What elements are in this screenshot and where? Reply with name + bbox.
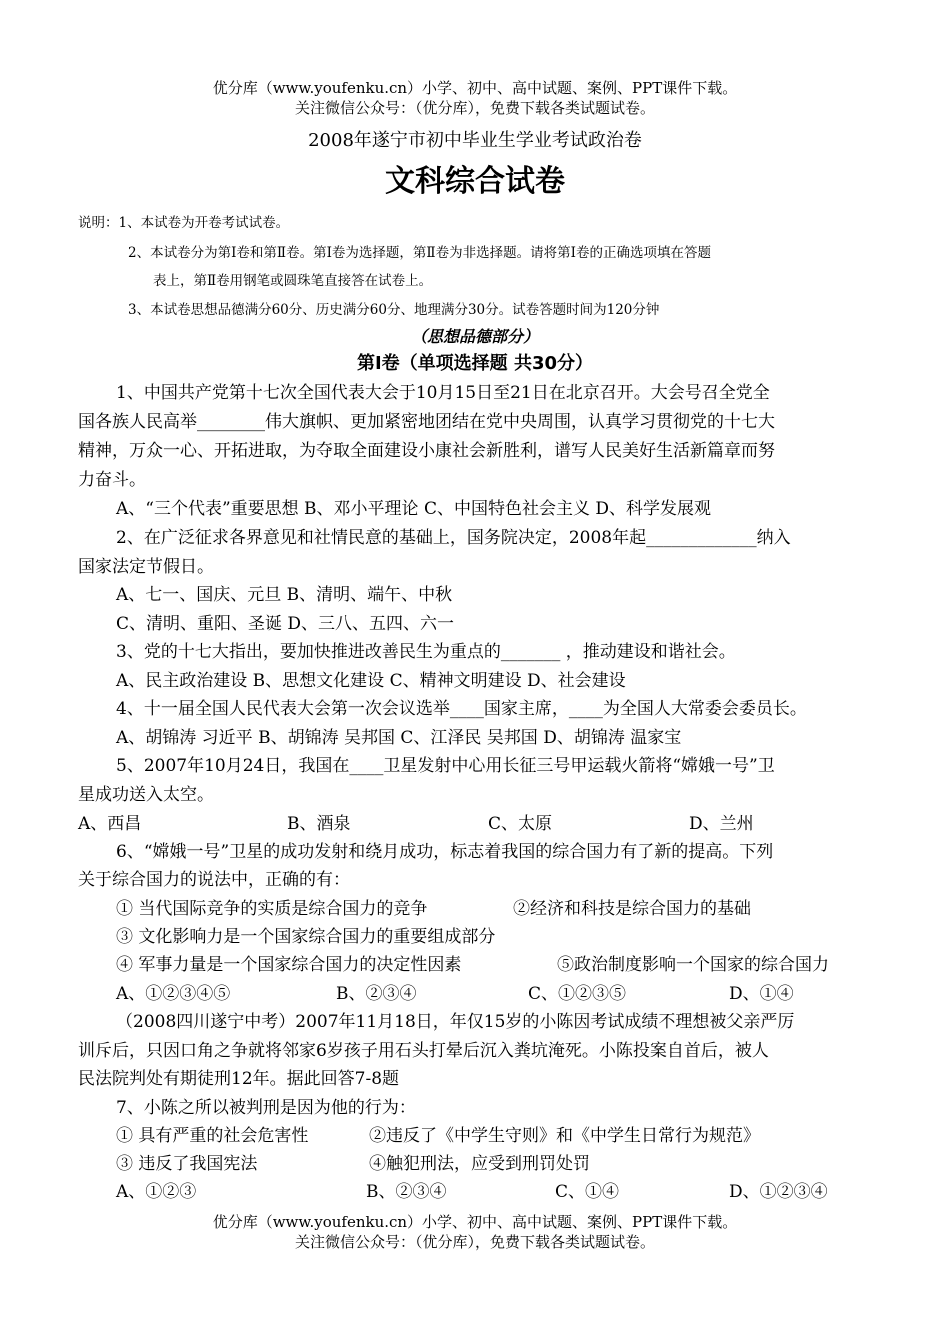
q5-option-c: C、太原 [488,814,553,834]
q6-option-a: A、①②③④⑤ [116,984,231,1004]
q7-statement-3: ③ 违反了我国宪法 [116,1154,258,1174]
section-title: 第Ⅰ卷（单项选择题 共30分） [356,353,593,374]
q7-option-a: A、①②③ [116,1182,197,1202]
q5-option-d: D、兰州 [689,814,754,834]
q2-line-1: 2、在广泛征求各界意见和社情民意的基础上，国务院决定，2008年起_____________纳入 [116,528,791,548]
header-line-1: 优分库（www.youfenku.cn）小学、初中、高中试题、案例、PPT课件下载。 [212,79,738,97]
q7-option-c: C、①④ [555,1182,620,1202]
q1-line-4: 力奋斗。 [78,470,146,490]
q7-statement-1: ① 具有严重的社会危害性 [116,1126,309,1146]
q6-option-b: B、②③④ [336,984,417,1004]
q5-line-1: 5、2007年10月24日，我国在____卫星发射中心用长征三号甲运载火箭将“嫦娥一号”卫 [116,756,775,776]
q6-option-d: D、①④ [729,984,794,1004]
q7-line-1: 7、小陈之所以被判刑是因为他的行为： [116,1098,416,1118]
q7-statement-2: ②违反了《中学生守则》和《中学生日常行为规范》 [369,1126,760,1146]
q1-line-3: 精神，万众一心、开拓进取，为夺取全面建设小康社会新胜利，谱写人民美好生活新篇章而努 [78,441,775,461]
q4-options: A、胡锦涛 习近平 B、胡锦涛 吴邦国 C、江泽民 吴邦国 D、胡锦涛 温家宝 [116,728,682,748]
q2-options-2: C、清明、重阳、圣诞 D、三八、五四、六一 [116,614,455,634]
q6-statement-1: ① 当代国际竞争的实质是综合国力的竞争 [116,899,428,919]
q7-option-b: B、②③④ [366,1182,447,1202]
header-line-2: 关注微信公众号：（优分库），免费下载各类试题试卷。 [294,99,655,117]
q5-line-2: 星成功送入太空。 [78,785,214,805]
q6-statement-2: ②经济和科技是综合国力的基础 [513,899,751,919]
material-line-2: 训斥后，只因口角之争就将邻家6岁孩子用石头打晕后沉入粪坑淹死。小陈投案自首后，被人 [78,1041,769,1061]
q3-options: A、民主政治建设 B、思想文化建设 C、精神文明建设 D、社会建设 [116,671,626,691]
q6-statement-4: ④ 军事力量是一个国家综合国力的决定性因素 [116,955,462,975]
q6-statement-5: ⑤政治制度影响一个国家的综合国力 [557,955,829,975]
exam-subtitle: 2008年遂宁市初中毕业生学业考试政治卷 [308,130,642,151]
q2-options-1: A、七一、国庆、元旦 B、清明、端午、中秋 [116,585,453,605]
q5-option-b: B、酒泉 [287,814,351,834]
q6-line-1: 6、“嫦娥一号”卫星的成功发射和绕月成功，标志着我国的综合国力有了新的提高。下列 [116,842,774,862]
note-1: 说明：1、本试卷为开卷考试试卷。 [78,215,290,231]
material-line-3: 民法院判处有期徒刑12年。据此回答7-8题 [78,1069,400,1089]
q6-option-c: C、①②③⑤ [528,984,627,1004]
part-title: （思想品德部分） [410,327,539,346]
q1-line-1: 1、中国共产党第十七次全国代表大会于10月15日至21日在北京召开。大会号召全党全 [116,383,770,403]
exam-title: 文科综合试卷 [385,164,565,199]
footer-line-2: 关注微信公众号：（优分库），免费下载各类试题试卷。 [294,1233,655,1251]
q1-options: A、“三个代表”重要思想 B、邓小平理论 C、中国特色社会主义 D、科学发展观 [116,499,711,519]
q4-line-1: 4、十一届全国人民代表大会第一次会议选举____国家主席，____为全国人大常委会委员长。 [116,699,807,719]
material-line-1: （2008四川遂宁中考）2007年11月18日，年仅15岁的小陈因考试成绩不理想被父亲严厉 [116,1012,795,1032]
q7-statement-4: ④触犯刑法，应受到刑罚处罚 [369,1154,590,1174]
footer-line-1: 优分库（www.youfenku.cn）小学、初中、高中试题、案例、PPT课件下载。 [212,1213,738,1231]
note-2b: 表上，第Ⅱ卷用钢笔或圆珠笔直接答在试卷上。 [153,273,433,289]
note-3: 3、本试卷思想品德满分60分、历史满分60分、地理满分30分。试卷答题时间为120分钟 [128,302,660,318]
q1-line-2: 国各族人民高举________伟大旗帜、更加紧密地团结在党中央周围，认真学习贯彻党的十七大 [78,412,775,432]
q2-line-2: 国家法定节假日。 [78,557,214,577]
q7-option-d: D、①②③④ [729,1182,828,1202]
q5-option-a: A、西昌 [78,814,142,834]
q6-statement-3: ③ 文化影响力是一个国家综合国力的重要组成部分 [116,927,496,947]
q6-line-2: 关于综合国力的说法中，正确的有： [78,870,350,890]
note-2a: 2、本试卷分为第Ⅰ卷和第Ⅱ卷。第Ⅰ卷为选择题，第Ⅱ卷为非选择题。请将第Ⅰ卷的正确选项填在答题 [128,245,711,261]
q3-line-1: 3、党的十七大指出，要加快推进改善民生为重点的_______ ，推动建设和谐社会。 [116,642,736,662]
